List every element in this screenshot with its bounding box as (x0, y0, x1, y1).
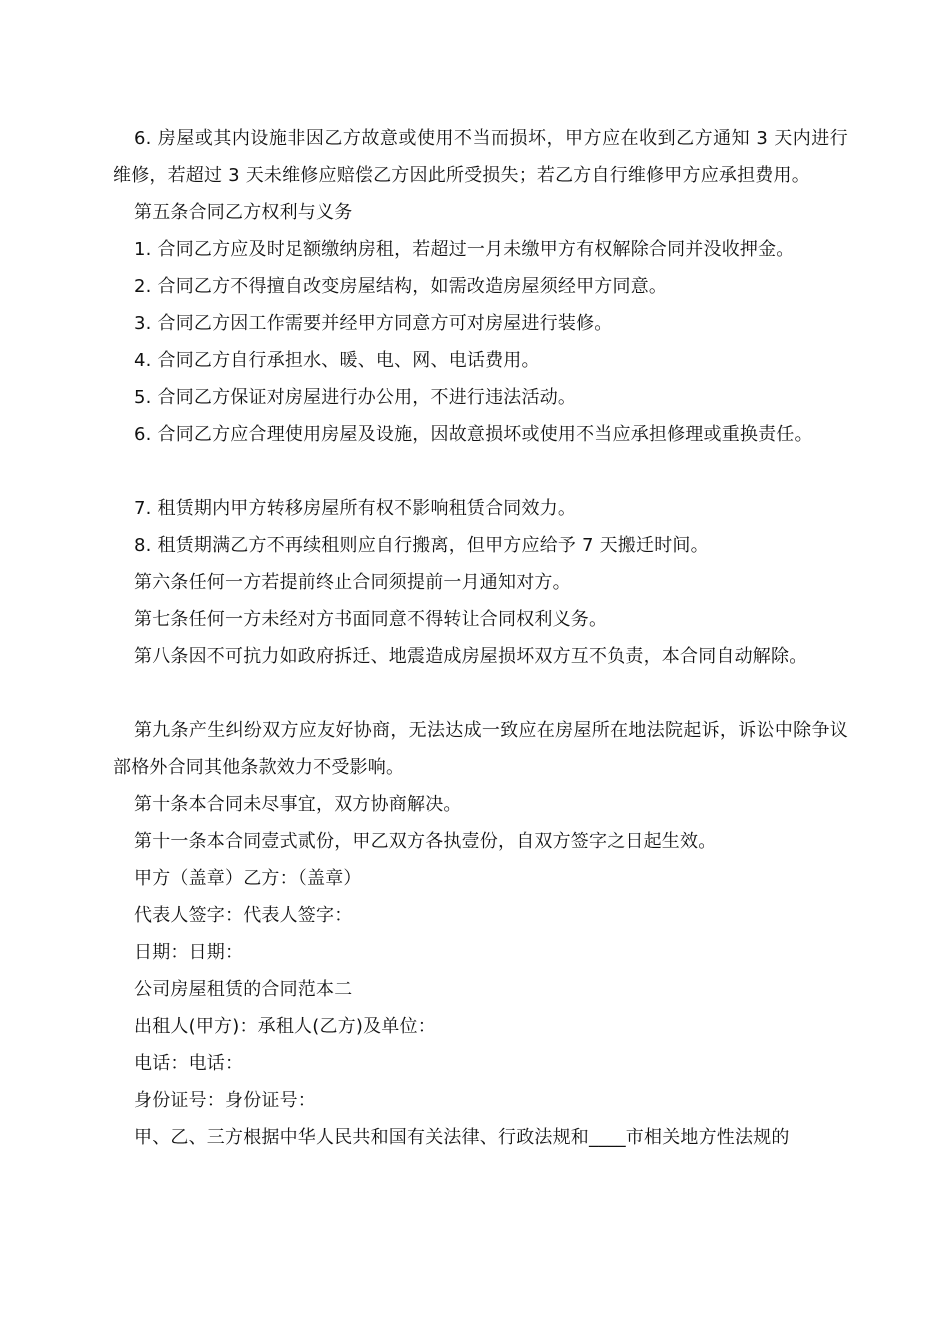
clause-4-item-6: 6. 房屋或其内设施非因乙方故意或使用不当而损坏，甲方应在收到乙方通知 3 天内进行维修，若超过 3 天未维修应赔偿乙方因此所受损失；若乙方自行维修甲方应承担费用。 (113, 128, 848, 186)
phone-line: 电话：电话： (134, 1053, 244, 1074)
article-5-heading: 第五条合同乙方权利与义务 (134, 202, 353, 223)
article-10: 第十条本合同未尽事宜，双方协商解决。 (134, 794, 462, 815)
article-9: 第九条产生纠纷双方应友好协商，无法达成一致应在房屋所在地法院起诉，诉讼中除争议部格外合同其他条款效力不受影响。 (113, 720, 848, 778)
article-8: 第八条因不可抗力如政府拆迁、地震造成房屋损坏双方互不负责，本合同自动解除。 (134, 646, 808, 667)
template-two-title: 公司房屋租赁的合同范本二 (134, 979, 353, 1000)
article-5-item-3: 3. 合同乙方因工作需要并经甲方同意方可对房屋进行装修。 (134, 313, 613, 334)
article-11: 第十一条本合同壹式贰份，甲乙双方各执壹份，自双方签字之日起生效。 (134, 831, 717, 852)
article-5-item-4: 4. 合同乙方自行承担水、暖、电、网、电话费用。 (134, 350, 540, 371)
parties-line: 出租人(甲方)：承租人(乙方)及单位： (134, 1016, 436, 1037)
article-5-item-2: 2. 合同乙方不得擅自改变房屋结构，如需改造房屋须经甲方同意。 (134, 276, 668, 297)
document-body (113, 120, 848, 1156)
article-7: 第七条任何一方未经对方书面同意不得转让合同权利义务。 (134, 609, 608, 630)
article-5-item-8: 8. 租赁期满乙方不再续租则应自行搬离，但甲方应给予 7 天搬迁时间。 (134, 535, 709, 556)
preamble-line: 甲、乙、三方根据中华人民共和国有关法律、行政法规和____市相关地方性法规的 (134, 1127, 790, 1148)
id-number-line: 身份证号：身份证号： (134, 1090, 316, 1111)
signature-date-line: 日期：日期： (134, 942, 244, 963)
article-5-item-6: 6. 合同乙方应合理使用房屋及设施，因故意损坏或使用不当应承担修理或重换责任。 (134, 424, 813, 445)
article-5-item-1: 1. 合同乙方应及时足额缴纳房租，若超过一月未缴甲方有权解除合同并没收押金。 (134, 239, 795, 260)
signature-seal-line: 甲方（盖章）乙方：（盖章） (134, 868, 362, 889)
article-5-item-7: 7. 租赁期内甲方转移房屋所有权不影响租赁合同效力。 (134, 498, 577, 519)
signature-representative-line: 代表人签字：代表人签字： (134, 905, 353, 926)
article-5-item-5: 5. 合同乙方保证对房屋进行办公用，不进行违法活动。 (134, 387, 577, 408)
article-6: 第六条任何一方若提前终止合同须提前一月通知对方。 (134, 572, 571, 593)
